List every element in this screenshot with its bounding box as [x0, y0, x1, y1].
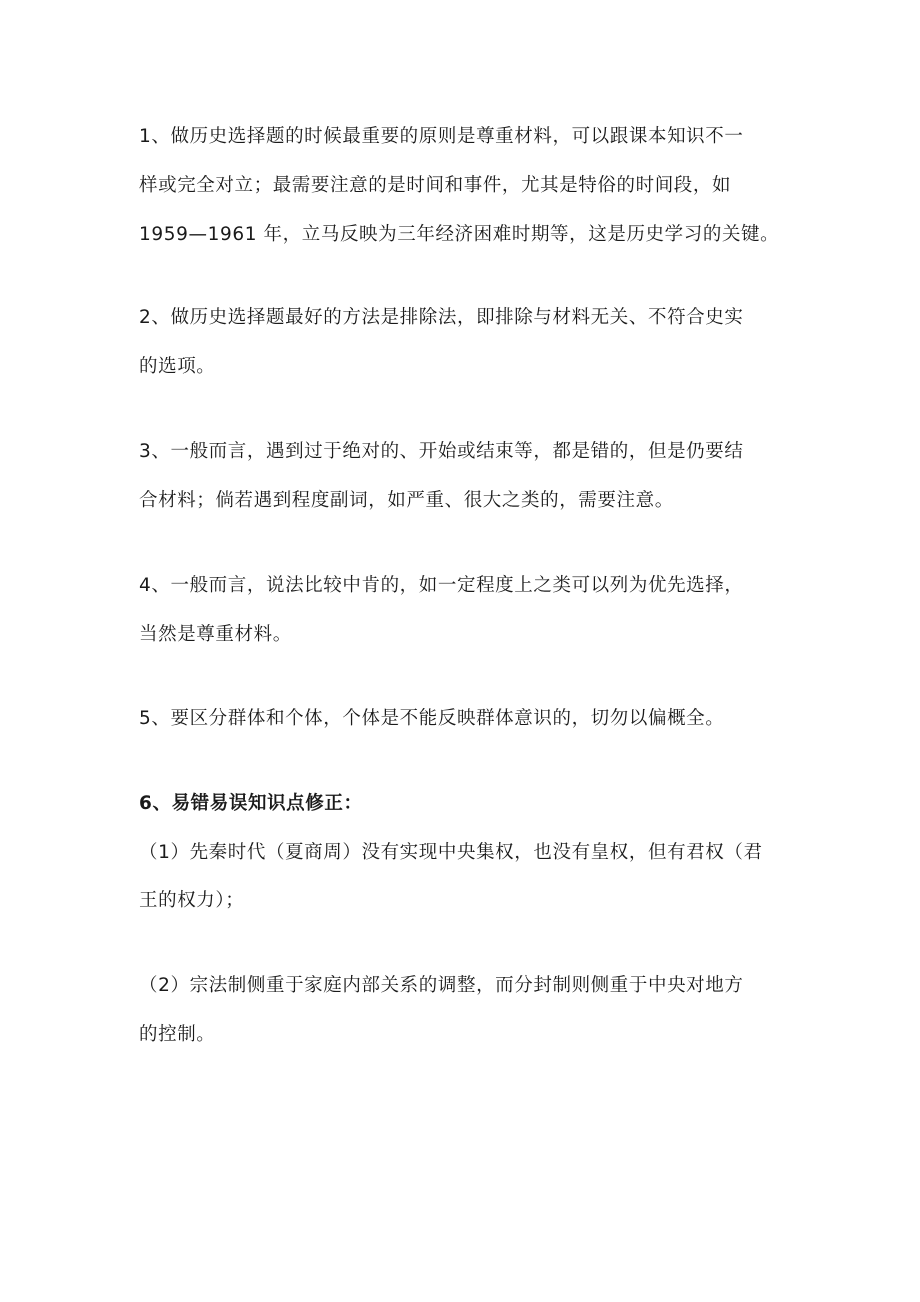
paragraph-line: 1、做历史选择题的时候最重要的原则是尊重材料，可以跟课本知识不一	[139, 126, 744, 147]
paragraph-line: 当然是尊重材料。	[139, 624, 292, 645]
paragraph-line: 样或完全对立；最需要注意的是时间和事件，尤其是特俗的时间段，如	[139, 175, 732, 196]
paragraph-line: 的选项。	[139, 356, 216, 377]
paragraph-line: 2、做历史选择题最好的方法是排除法，即排除与材料无关、不符合史实	[139, 307, 744, 328]
paragraph-line: 3、一般而言，遇到过于绝对的、开始或结束等，都是错的，但是仍要结	[139, 441, 744, 462]
section-item-line: 王的权力）；	[139, 890, 245, 911]
paragraph-line: 4、一般而言，说法比较中肯的，如一定程度上之类可以列为优先选择，	[139, 575, 744, 596]
section-item-line: 的控制。	[139, 1024, 216, 1045]
paragraph-line: 1959—1961 年，立马反映为三年经济困难时期等，这是历史学习的关键。	[139, 224, 780, 245]
paragraph-line: 5、要区分群体和个体，个体是不能反映群体意识的，切勿以偏概全。	[139, 708, 725, 729]
section-item-line: （2）宗法制侧重于家庭内部关系的调整，而分封制则侧重于中央对地方	[139, 975, 744, 996]
section-heading: 6、易错易误知识点修正：	[139, 793, 363, 814]
section-item-line: （1）先秦时代（夏商周）没有实现中央集权，也没有皇权，但有君权（君	[139, 842, 763, 863]
paragraph-line: 合材料；倘若遇到程度副词，如严重、很大之类的，需要注意。	[139, 490, 674, 511]
